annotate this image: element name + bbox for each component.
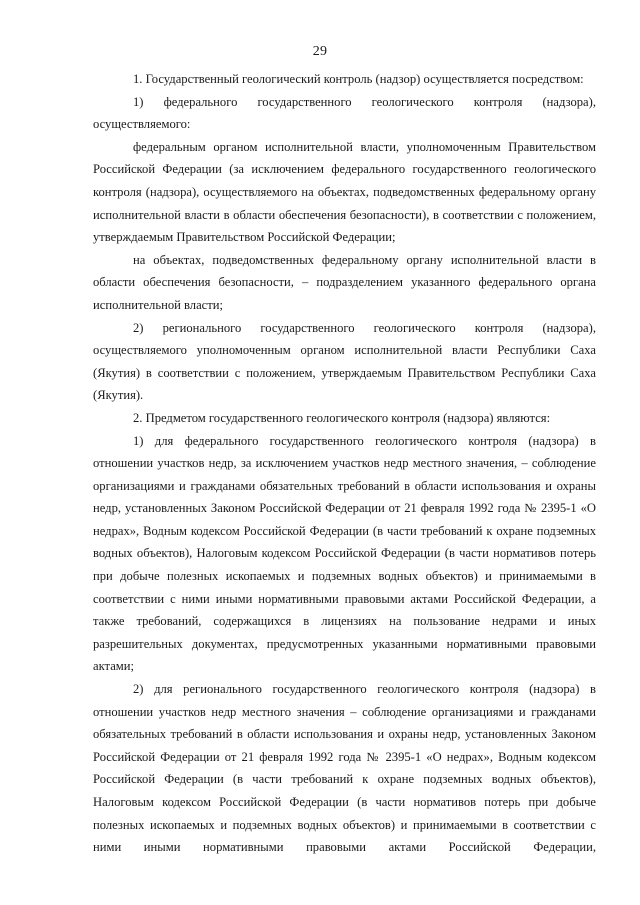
paragraph-clause-1-2: 2) регионального государственного геологического контроля (надзора), осуществляемого уполномоченным органом исполнительной власти Республики Саха (Якутия) в соответствии с положением, утверждаемым Правительством Республики Саха (Якутия).: [93, 320, 596, 403]
document-body: [93, 68, 596, 859]
paragraph-federal-body: федеральным органом исполнительной власти, уполномоченным Правительством Российской Федерации (за исключением федерального государственного геологического контроля (надзора), осуществляемого на объектах, подведомственных федеральному органу исполнительной власти в области обеспечения безопасности), в соответствии с положением, утверждаемым Правительством Российской Федерации;: [93, 139, 596, 245]
paragraph-clause-1: 1. Государственный геологический контроль (надзор) осуществляется посредством:: [133, 72, 584, 86]
paragraph-clause-2-1: 1) для федерального государственного геологического контроля (надзора) в отношении участков недр, за исключением участков недр местного значения, – соблюдение организациями и гражданами обязательных требований в области использования и охраны недр, установленных Законом Российской Федерации от 21 февраля 1992 года № 2395-1 «О недрах», Водным кодексом Российской Федерации (в части требований к охране подземных водных объектов), Налоговым кодексом Российской Федерации (в части нормативов потерь при добыче полезных ископаемых и подземных водных объектов) и принимаемыми в соответствии с ними иными нормативными правовыми актами Российской Федерации, а также требований, содержащихся в лицензиях на пользование недрами и иных разрешительных документах, предусмотренных указанными нормативными правовыми актами;: [93, 433, 596, 674]
paragraph-clause-1-1: 1) федерального государственного геологического контроля (надзора), осуществляемого:: [93, 94, 596, 132]
paragraph-clause-2-2: 2) для регионального государственного геологического контроля (надзора) в отношении участков недр местного значения – соблюдение организациями и гражданами обязательных требований в области использования и охраны недр, установленных Законом Российской Федерации от 21 февраля 1992 года № 2395-1 «О недрах», Водным кодексом Российской Федерации (в части требований к охране подземных водных объектов), Налоговым кодексом Российской Федерации (в части нормативов потерь при добыче полезных ископаемых и подземных водных объектов) и принимаемыми в соответствии с ними иными нормативными правовыми актами Российской Федерации,: [93, 682, 596, 855]
page-number: 29: [312, 44, 328, 59]
paragraph-security-objects: на объектах, подведомственных федеральному органу исполнительной власти в области обеспечения безопасности, – подразделением указанного федерального органа исполнительной власти;: [93, 252, 596, 312]
paragraph-clause-2: 2. Предметом государственного геологического контроля (надзора) являются:: [133, 410, 551, 425]
